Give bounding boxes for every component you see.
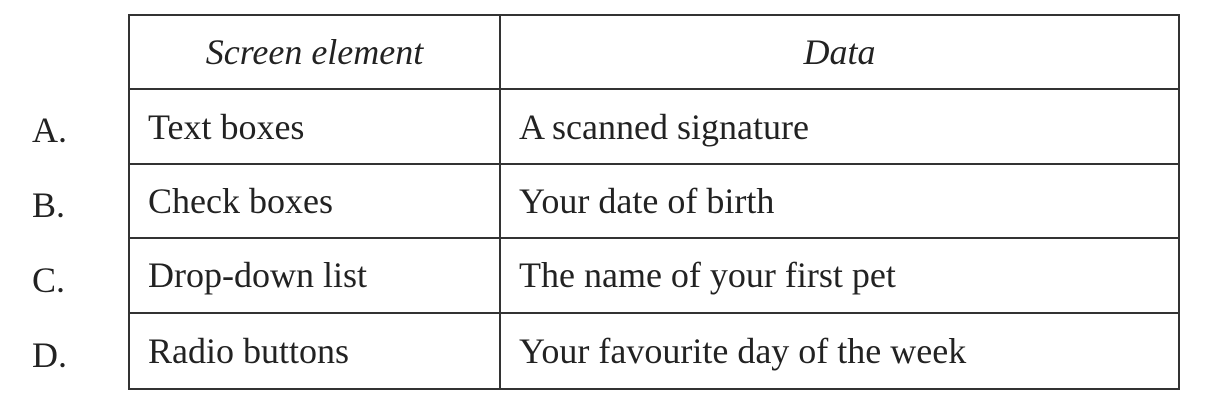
row-a-screen-element: Text boxes (130, 90, 501, 164)
row-d-screen-element: Radio buttons (130, 314, 501, 388)
option-label-b: B. (32, 185, 66, 225)
row-c-screen-element: Drop-down list (130, 239, 501, 313)
row-a-data: A scanned signature (501, 90, 1178, 164)
options-table (128, 14, 1180, 390)
option-label-c: C. (32, 260, 66, 300)
option-label-d: D. (32, 335, 67, 375)
header-screen-element: Screen element (130, 16, 501, 90)
row-d-data: Your favourite day of the week (519, 330, 967, 371)
row-b-data: Your date of birth (501, 165, 1178, 239)
header-data: Data (501, 16, 1178, 90)
row-c-data: The name of your first pet (501, 239, 1178, 313)
row-b-screen-element: Check boxes (130, 165, 501, 239)
option-label-a: A. (32, 110, 67, 150)
